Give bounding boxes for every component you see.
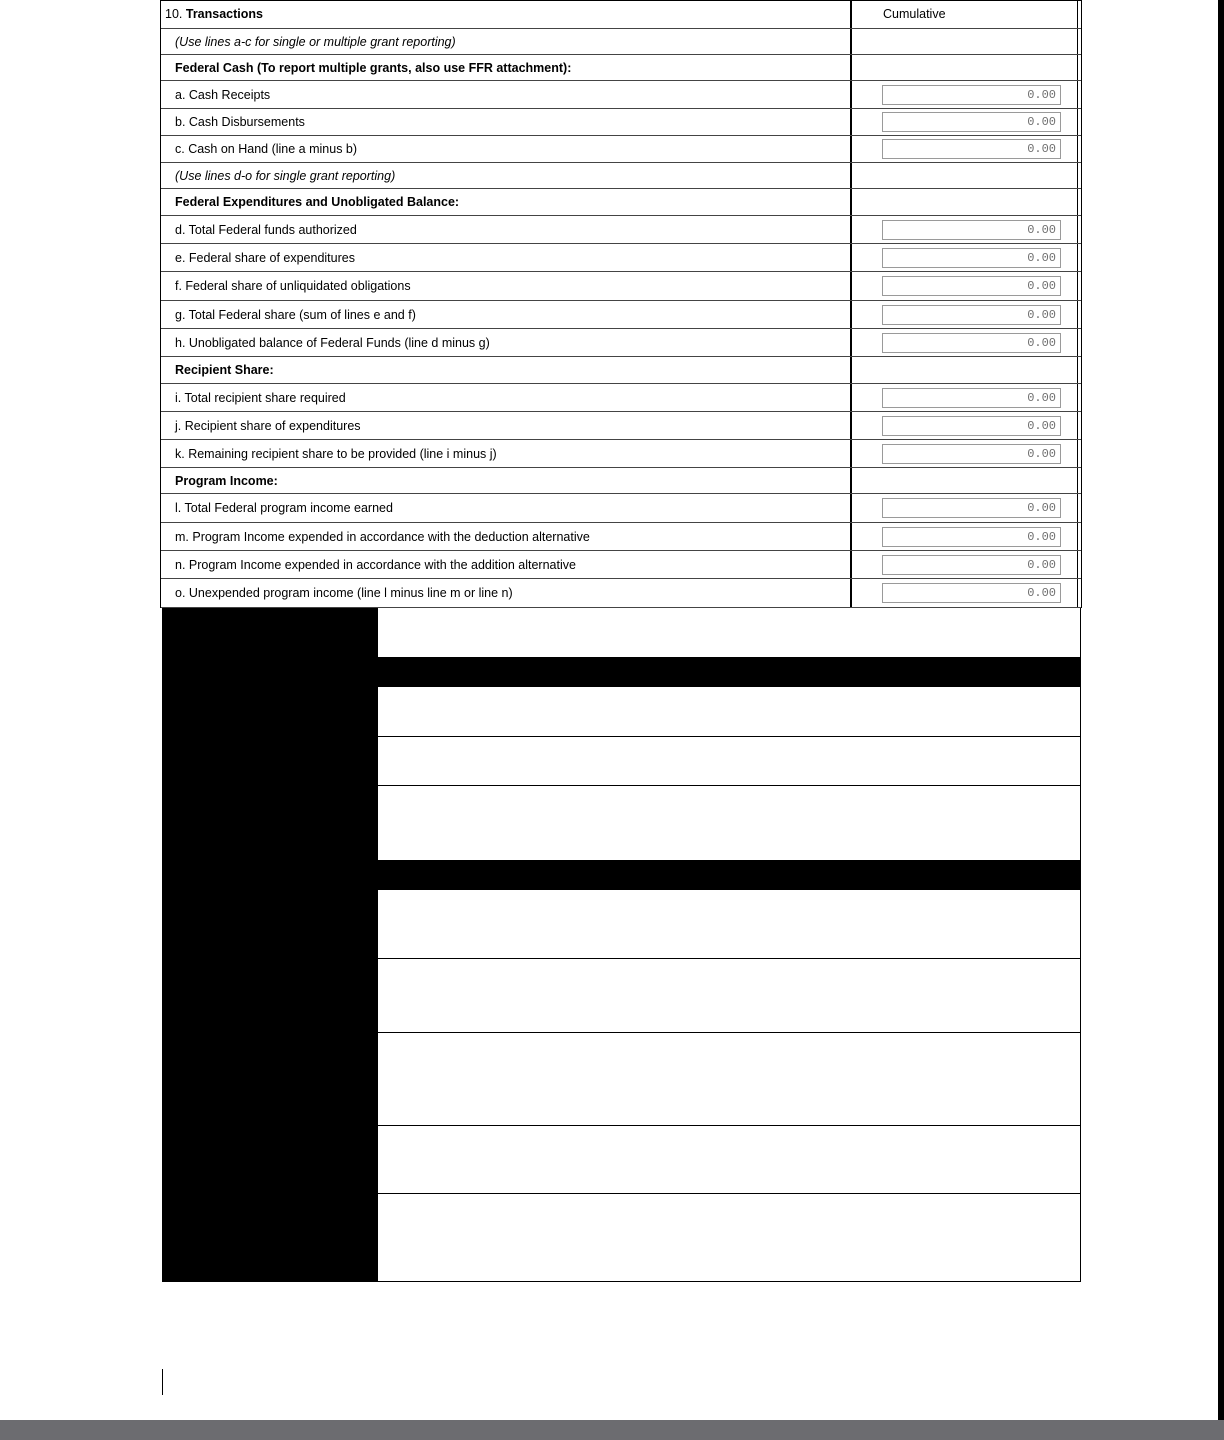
section-title [165, 0, 263, 28]
line-label: a. Cash Receipts [175, 87, 271, 102]
amount-field[interactable]: 0.00 [882, 583, 1061, 603]
transaction-line-row [161, 136, 1081, 163]
subsection-heading-row [161, 55, 1081, 81]
line-label: f. Federal share of unliquidated obligations [175, 279, 411, 293]
page-edge-bar [1218, 0, 1224, 1420]
transactions-header-row [161, 0, 1081, 29]
amount-field[interactable]: 0.00 [882, 555, 1061, 575]
transaction-line-row [161, 272, 1081, 301]
redaction-block [162, 687, 378, 737]
subsection-heading-row [161, 357, 1081, 384]
subsection-heading-row [161, 189, 1081, 216]
amount-field[interactable]: 0.00 [882, 248, 1061, 268]
transaction-line-row [161, 494, 1081, 523]
line-label: k. Remaining recipient share to be provided (line i minus j) [175, 446, 497, 461]
redacted-row [162, 608, 1081, 658]
subsection-heading: Program Income: [175, 473, 278, 488]
redaction-block [162, 786, 378, 861]
line-label: o. Unexpended program income (line l minus line m or line n) [175, 586, 513, 600]
instruction-text: (Use lines a-c for single or multiple grant reporting) [175, 34, 456, 49]
amount-field[interactable]: 0.00 [882, 85, 1061, 105]
amount-field[interactable]: 0.00 [882, 276, 1061, 296]
redaction-block [162, 890, 378, 959]
transaction-line-row [161, 440, 1081, 468]
redaction-block [162, 959, 378, 1033]
redacted-value-cell [378, 890, 1081, 959]
transaction-line-row [161, 551, 1081, 579]
subsection-heading-row [161, 468, 1081, 494]
redacted-row [162, 687, 1081, 737]
transaction-line-row [161, 244, 1081, 272]
redacted-row [162, 1194, 1081, 1282]
subsection-heading: Federal Expenditures and Unobligated Balance: [175, 195, 460, 209]
redaction-block [162, 737, 378, 786]
amount-field[interactable]: 0.00 [882, 139, 1061, 159]
line-label: b. Cash Disbursements [175, 115, 305, 129]
line-label: m. Program Income expended in accordance with the deduction alternative [175, 529, 590, 544]
redacted-section [162, 608, 1081, 1282]
amount-field[interactable]: 0.00 [882, 220, 1061, 240]
transactions-form [160, 0, 1082, 608]
transaction-line-row [161, 109, 1081, 136]
line-label: i. Total recipient share required [175, 390, 346, 405]
redaction-bar [162, 861, 1081, 890]
line-label: c. Cash on Hand (line a minus b) [175, 142, 358, 156]
redaction-block [162, 608, 378, 658]
amount-field[interactable]: 0.00 [882, 416, 1061, 436]
transaction-line-row [161, 329, 1081, 357]
transaction-line-row [161, 81, 1081, 109]
transaction-line-row [161, 412, 1081, 440]
section-number: 10. [165, 7, 183, 21]
instruction-row [161, 29, 1081, 55]
redaction-block [162, 1126, 378, 1194]
transaction-line-row [161, 301, 1081, 329]
subsection-heading: Recipient Share: [175, 363, 274, 377]
redacted-value-cell [378, 687, 1081, 737]
page-margin-mark [162, 1369, 163, 1395]
redaction-block [162, 1194, 378, 1282]
redacted-value-cell [378, 1194, 1081, 1282]
line-label: h. Unobligated balance of Federal Funds (line d minus g) [175, 335, 490, 350]
transaction-line-row [161, 523, 1081, 551]
redacted-row [162, 786, 1081, 861]
redacted-value-cell [378, 786, 1081, 861]
line-label: d. Total Federal funds authorized [175, 222, 357, 237]
redaction-block [162, 1033, 378, 1126]
redacted-row [162, 959, 1081, 1033]
transaction-line-row [161, 579, 1081, 608]
cumulative-column-header: Cumulative [883, 7, 946, 21]
line-label: g. Total Federal share (sum of lines e and f) [175, 307, 416, 322]
redacted-value-cell [378, 1126, 1081, 1194]
redacted-row [162, 737, 1081, 786]
transaction-line-row [161, 384, 1081, 412]
amount-field[interactable]: 0.00 [882, 305, 1061, 325]
redaction-bar [162, 658, 1081, 687]
redacted-row [162, 890, 1081, 959]
line-label: j. Recipient share of expenditures [175, 418, 361, 433]
redacted-value-cell [378, 608, 1081, 658]
amount-field[interactable]: 0.00 [882, 333, 1061, 353]
instruction-row [161, 163, 1081, 189]
redacted-value-cell [378, 1033, 1081, 1126]
line-label: n. Program Income expended in accordance with the addition alternative [175, 557, 576, 572]
redacted-value-cell [378, 737, 1081, 786]
viewer-bottom-bar [0, 1420, 1224, 1440]
instruction-text: (Use lines d-o for single grant reporting) [175, 168, 396, 183]
subsection-heading: Federal Cash (To report multiple grants, also use FFR attachment): [175, 60, 572, 75]
amount-field[interactable]: 0.00 [882, 527, 1061, 547]
redacted-row [162, 1033, 1081, 1126]
line-label: e. Federal share of expenditures [175, 250, 355, 265]
amount-field[interactable]: 0.00 [882, 388, 1061, 408]
amount-field[interactable]: 0.00 [882, 112, 1061, 132]
transaction-line-row [161, 216, 1081, 244]
amount-field[interactable]: 0.00 [882, 444, 1061, 464]
redacted-row [162, 1126, 1081, 1194]
section-title-text: Transactions [185, 7, 263, 21]
redacted-value-cell [378, 959, 1081, 1033]
line-label: l. Total Federal program income earned [175, 501, 393, 515]
amount-field[interactable]: 0.00 [882, 498, 1061, 518]
